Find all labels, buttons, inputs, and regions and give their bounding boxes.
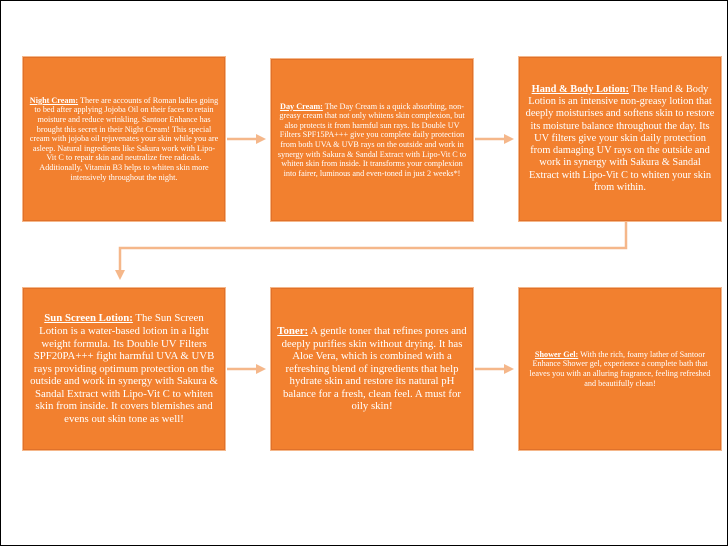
step-title: Day Cream: [280,101,323,111]
step-text [29,96,219,182]
step-shower-gel [518,287,722,451]
step-title: Shower Gel: [534,349,579,359]
step-body: The Hand & Body Lotion is an intensive non-greasy lotion that deeply moisturises and softens skin to restore its moisture balance throughout the day. Its UV filters give your skin daily protection from damaging UV rays on the outside and work in synergy with Sakura & Sandal Extract with Lipo-Vit C to whiten your skin from within. [525,84,715,193]
step-sun-screen-lotion [22,287,226,451]
step-night-cream [22,56,226,222]
step-text [277,102,467,179]
step-body: The Day Cream is a quick absorbing, non-greasy cream that not only whitens skin complexion, but also protects it from harmful sun rays. Its Double UV Filters SPF15PA+++ give you complete daily protection from both UVA & UVB rays on the outside and work in synergy with Sakura & Sandal Extract with Lipo-Vit C to whiten skin from inside. It transforms your complexion into fairer, luminous and even-toned in just 2 weeks*! [277,101,467,178]
step-text [525,84,715,194]
arrow-3-to-4 [120,222,626,276]
step-title: Toner: [277,324,309,337]
step-text [525,350,715,388]
step-hand-body-lotion [518,56,722,222]
step-title: Sun Screen Lotion: [44,312,133,325]
step-text [29,312,219,425]
step-title: Night Cream: [29,95,79,105]
step-body: The Sun Screen Lotion is a water-based lotion in a light weight formula. Its Double UV Filters SPF20PA+++ fight harmful UVA & UVB rays providing optimum protection on the outside and work in synergy with Sakura & Sandal Extract with Lipo-Vit C to whiten skin from inside. It covers blemishes and evens out skin tone as well! [30,312,218,426]
step-title: Hand & Body Lotion: [531,84,629,96]
step-body: With the rich, foamy lather of Santoor Enhance Shower gel, experience a complete bath that leaves you with an alluring fragrance, feeling refreshed and beautifully clean! [529,349,711,388]
step-text [277,325,467,413]
step-toner [270,287,474,451]
step-body: A gentle toner that refines pores and deeply purifies skin without drying. It has Aloe Vera, which is combined with a refreshing blend of ingredients that help hydrate skin and restore its natural pH balance for a fresh, clean feel. A must for oily skin! [281,324,467,413]
step-day-cream [270,58,474,222]
step-body: There are accounts of Roman ladies going to bed after applying Jojoba Oil on their faces to retain moisture and reduce wrinkling. Santoor Enhance has brought this secret in their Night Cream! This special cream with jojoba oil rejuvenates your skin while you are asleep. Natural ingredients like Sakura work with Lipo-Vit C to repair skin and neutralize free radicals. Additionally, Vitamin B3 helps to whiten skin more intensively throughout the night. [29,95,219,182]
